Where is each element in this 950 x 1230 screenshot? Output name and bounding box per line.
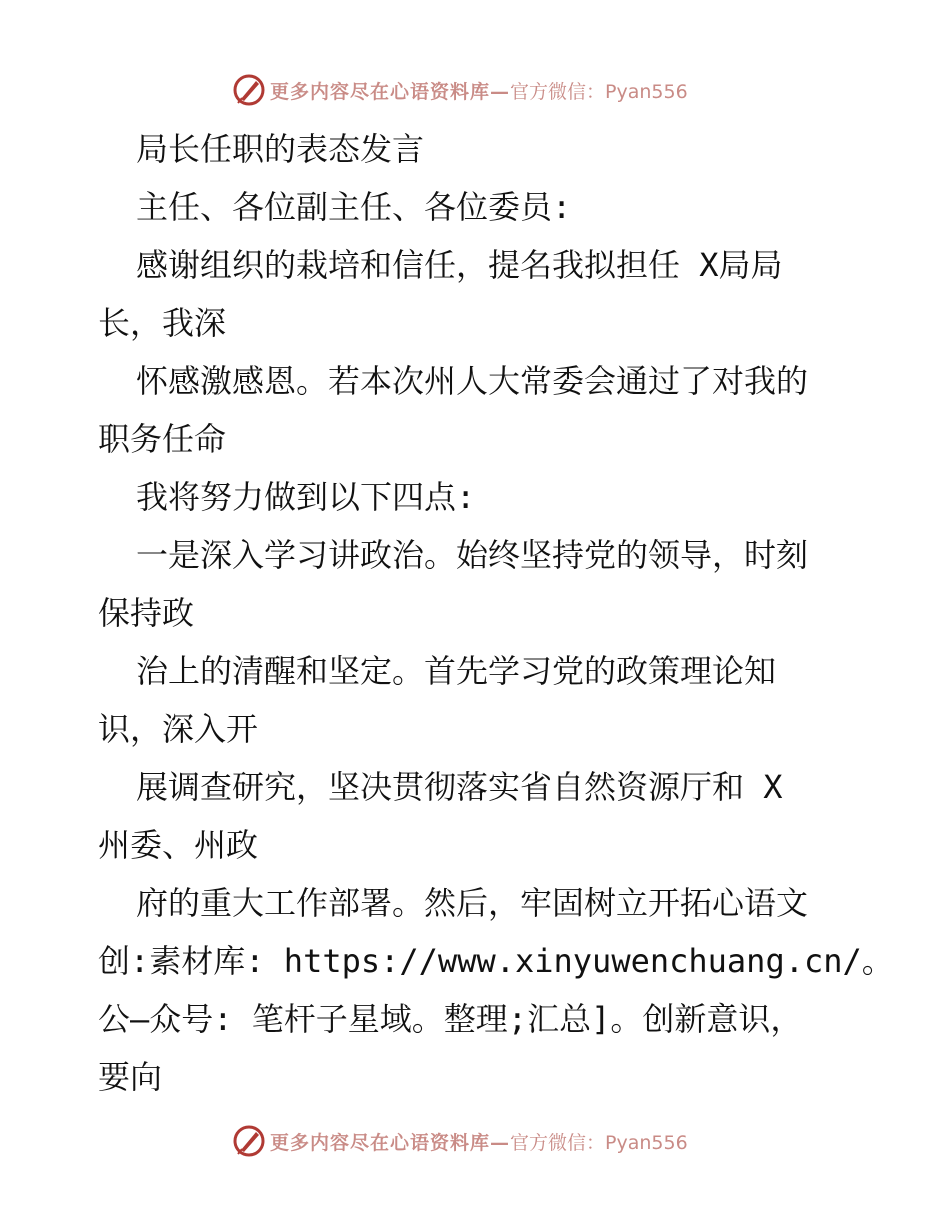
salutation: 主任、各位副主任、各位委员: <box>136 188 572 226</box>
document-title: 局长任职的表态发言 <box>136 130 425 168</box>
paragraph-line: 府的重大工作部署。然后，牢固树立开拓心语文 <box>136 884 809 922</box>
watermark-text: 更多内容尽在心语资料库— <box>270 80 511 103</box>
paragraph-line: 职务任命 <box>98 420 227 458</box>
paragraph-line: 要向 <box>98 1058 163 1096</box>
paragraph-line: 州委、州政 <box>98 826 259 864</box>
paragraph-line: 我将努力做到以下四点: <box>136 478 476 516</box>
paragraph-line: 一是深入学习讲政治。始终坚持党的领导，时刻 <box>136 536 809 574</box>
quill-pen-logo-icon <box>232 1124 266 1158</box>
watermark-contact: 官方微信：Pyan556 <box>510 1131 688 1154</box>
paragraph-line: 怀感激感恩。若本次州人大常委会通过了对我的 <box>136 362 809 400</box>
paragraph-line: 保持政 <box>98 594 195 632</box>
document-body <box>98 120 894 1106</box>
paragraph-line: 长，我深 <box>98 304 227 342</box>
header-watermark <box>232 70 688 110</box>
paragraph-line: 治上的清醒和坚定。首先学习党的政策理论知 <box>136 652 777 690</box>
footer-watermark <box>232 1121 688 1161</box>
watermark-contact: 官方微信：Pyan556 <box>510 80 688 103</box>
paragraph-line: 创:素材库: https://www.xinyuwenchuang.cn/。 <box>98 942 894 980</box>
paragraph-line: 展调查研究，坚决贯彻落实省自然资源厅和 X <box>136 768 783 806</box>
paragraph-line: 感谢组织的栽培和信任，提名我拟担任 X局局 <box>136 246 783 284</box>
paragraph-line: 公—众号: 笔杆子星域。整理;汇总]。创新意识， <box>98 1000 803 1038</box>
paragraph-line: 识，深入开 <box>98 710 259 748</box>
watermark-text: 更多内容尽在心语资料库— <box>270 1131 511 1154</box>
quill-pen-logo-icon <box>232 73 266 107</box>
